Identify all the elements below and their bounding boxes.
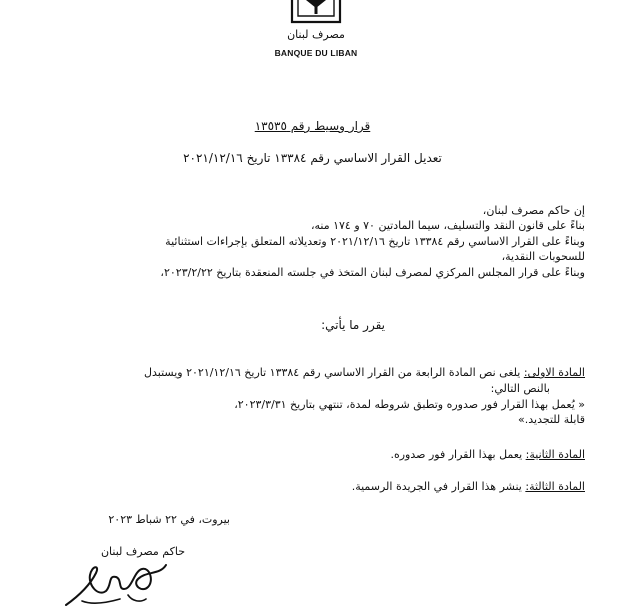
article-2-text: يعمل بهذا القرار فور صدوره. bbox=[390, 448, 523, 461]
article-1-label: المادة الاولى: bbox=[523, 366, 585, 379]
decision-title: قرار وسيط رقم ١٣٥٣٥ bbox=[254, 119, 371, 133]
bank-name-french: BANQUE DU LIBAN bbox=[274, 48, 358, 58]
decision-subtitle: تعديل القرار الاساسي رقم ١٣٣٨٤ تاريخ ٢٠٢١/١٢/١٦ bbox=[183, 151, 442, 165]
article-2-label: المادة الثانية: bbox=[525, 448, 585, 461]
article-1-quote-line-2: قابلة للتجديد.» bbox=[518, 413, 585, 426]
article-1-line-1 bbox=[40, 365, 585, 380]
article-1-quote-line-1: « يُعمل بهذا القرار فور صدوره وتطبق شروطه لمدة، تنتهي بتاريخ ٢٠٢٣/٣/٣١، bbox=[234, 398, 585, 411]
preamble-basis-3: وبناءً على قرار المجلس المركزي لمصرف لبنان المتخذ في جلسته المنعقدة بتاريخ ٢٠٢٣/٢/٢٢، bbox=[160, 266, 585, 279]
place-and-date: بيروت، في ٢٢ شباط ٢٠٢٣ bbox=[108, 513, 230, 526]
article-1-text-1: يلغى نص المادة الرابعة من القرار الاساسي رقم ١٣٣٨٤ تاريخ ٢٠٢١/١٢/١٦ ويستبدل bbox=[144, 366, 521, 379]
article-3 bbox=[40, 479, 585, 494]
article-2 bbox=[40, 447, 585, 462]
bank-logo bbox=[276, 0, 356, 64]
preamble-governor: إن حاكم مصرف لبنان، bbox=[482, 204, 585, 217]
article-1-line-2: بالنص التالي: bbox=[490, 382, 550, 395]
signatory-title: حاكم مصرف لبنان bbox=[100, 545, 185, 558]
preamble-basis-2-line-2: للسحوبات النقدية، bbox=[501, 250, 585, 263]
signature-icon bbox=[62, 555, 172, 611]
decides-heading: يقرر ما يأتي: bbox=[321, 318, 385, 332]
bank-name-arabic: مصرف لبنان bbox=[287, 28, 345, 41]
preamble-basis-2-line-1: وبناءً على القرار الاساسي رقم ١٣٣٨٤ تاريخ ٢٠٢١/١٢/١٦ وتعديلاته المتعلق بإجراءات استثنائية bbox=[165, 235, 585, 248]
cedar-emblem-icon bbox=[276, 0, 356, 28]
article-3-text: ينشر هذا القرار في الجريدة الرسمية. bbox=[351, 480, 522, 493]
article-3-label: المادة الثالثة: bbox=[525, 480, 585, 493]
preamble-basis-1: بناءً على قانون النقد والتسليف، سيما المادتين ٧٠ و ١٧٤ منه، bbox=[310, 219, 585, 232]
